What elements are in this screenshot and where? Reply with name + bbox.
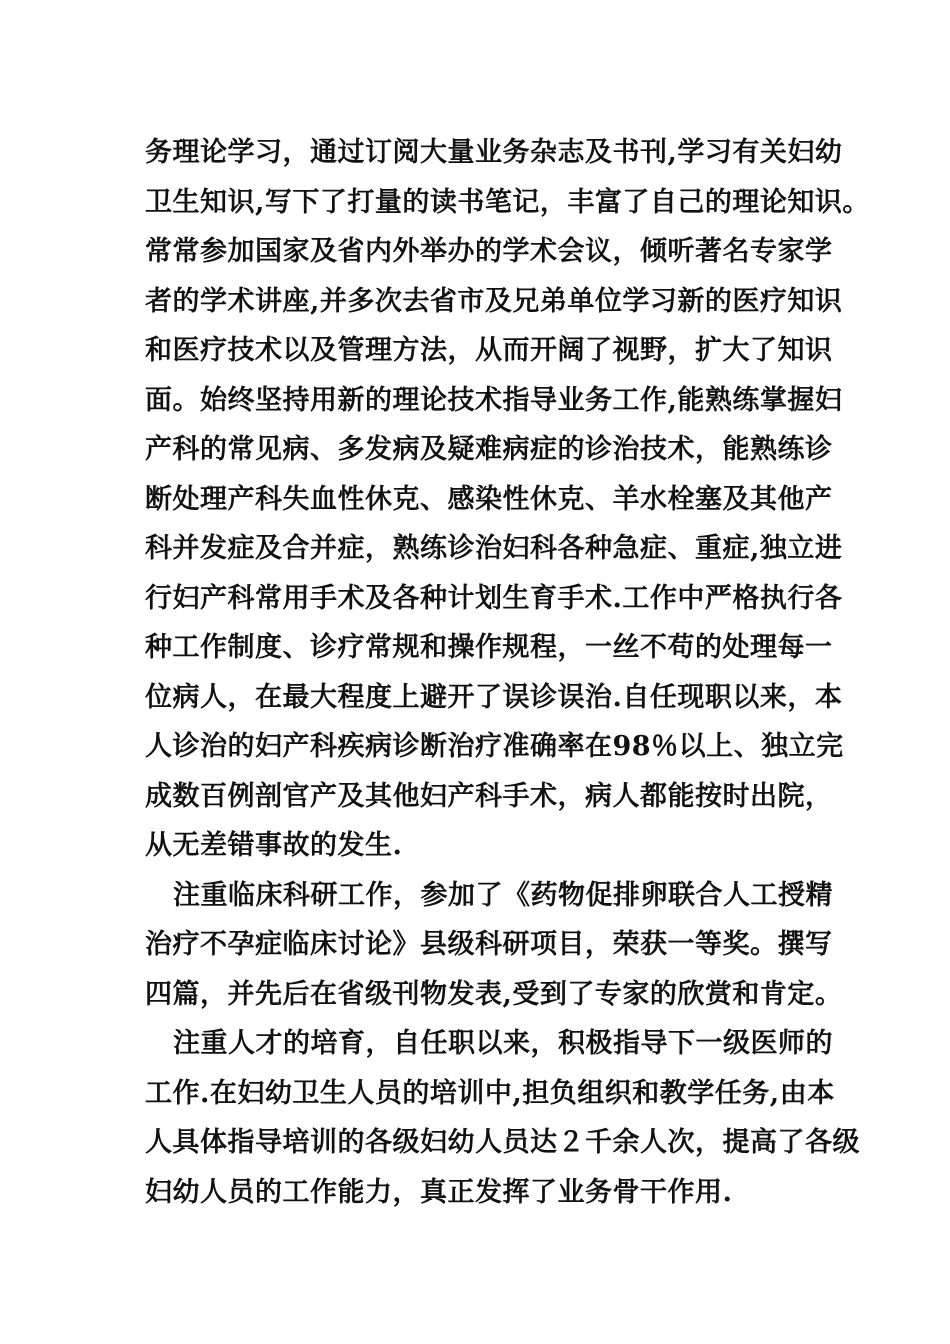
text-line: 人具体指导培训的各级妇幼人员达２千余人次，提高了各级 <box>145 1127 860 1158</box>
body-text <box>145 128 870 1217</box>
text-line: 者的学术讲座,并多次去省市及兄弟单位学习新的医疗知识 <box>145 285 843 317</box>
text-line: 卫生知识,写下了打量的读书笔记，丰富了自己的理论知识。 <box>145 186 870 218</box>
text-line: 和医疗技术以及管理方法，从而开阔了视野，扩大了知识 <box>145 335 833 366</box>
text-line: 行妇产科常用手术及各种计划生育手术.工作中严格执行各 <box>145 582 843 614</box>
text-line: 妇幼人员的工作能力，真正发挥了业务骨干作用. <box>145 1176 733 1208</box>
paragraph-start-line: 注重人才的培育，自任职以来，积极指导下一级医师的 <box>173 1028 833 1059</box>
text-line: 种工作制度、诊疗常规和操作规程，一丝不苟的处理每一 <box>145 632 833 663</box>
text-line: 面。始终坚持用新的理论技术指导业务工作,能熟练掌握妇 <box>145 384 843 416</box>
text-line: 四篇，并先后在省级刊物发表,受到了专家的欣赏和肯定。 <box>145 978 843 1010</box>
text-line: 产科的常见病、多发病及疑难病症的诊治技术，能熟练诊 <box>145 434 833 465</box>
text-line: 断处理产科失血性休克、感染性休克、羊水栓塞及其他产 <box>145 483 833 515</box>
paragraph-start-line: 注重临床科研工作，参加了《药物促排卵联合人工授精 <box>173 879 833 911</box>
text-line: 务理论学习，通过订阅大量业务杂志及书刊,学习有关妇幼 <box>145 137 843 168</box>
text-line: 工作.在妇幼卫生人员的培训中,担负组织和教学任务,由本 <box>145 1077 835 1109</box>
text-line: 位病人，在最大程度上避开了误诊误治.自任现职以来，本 <box>145 681 843 713</box>
text-line: 治疗不孕症临床讨论》县级科研项目，荣获一等奖。撰写 <box>145 929 833 960</box>
text-line: 常常参加国家及省内外举办的学术会议，倾听著名专家学 <box>145 236 833 267</box>
text-line: 从无差错事故的发生. <box>145 830 403 861</box>
text-line: 科并发症及合并症，熟练诊治妇科各种急症、重症,独立进 <box>145 533 843 564</box>
text-line: 成数百例剖官产及其他妇产科手术，病人都能按时出院， <box>145 780 833 812</box>
text-line: 人诊治的妇产科疾病诊断治疗准确率在98％以上、独立完 <box>145 731 844 762</box>
